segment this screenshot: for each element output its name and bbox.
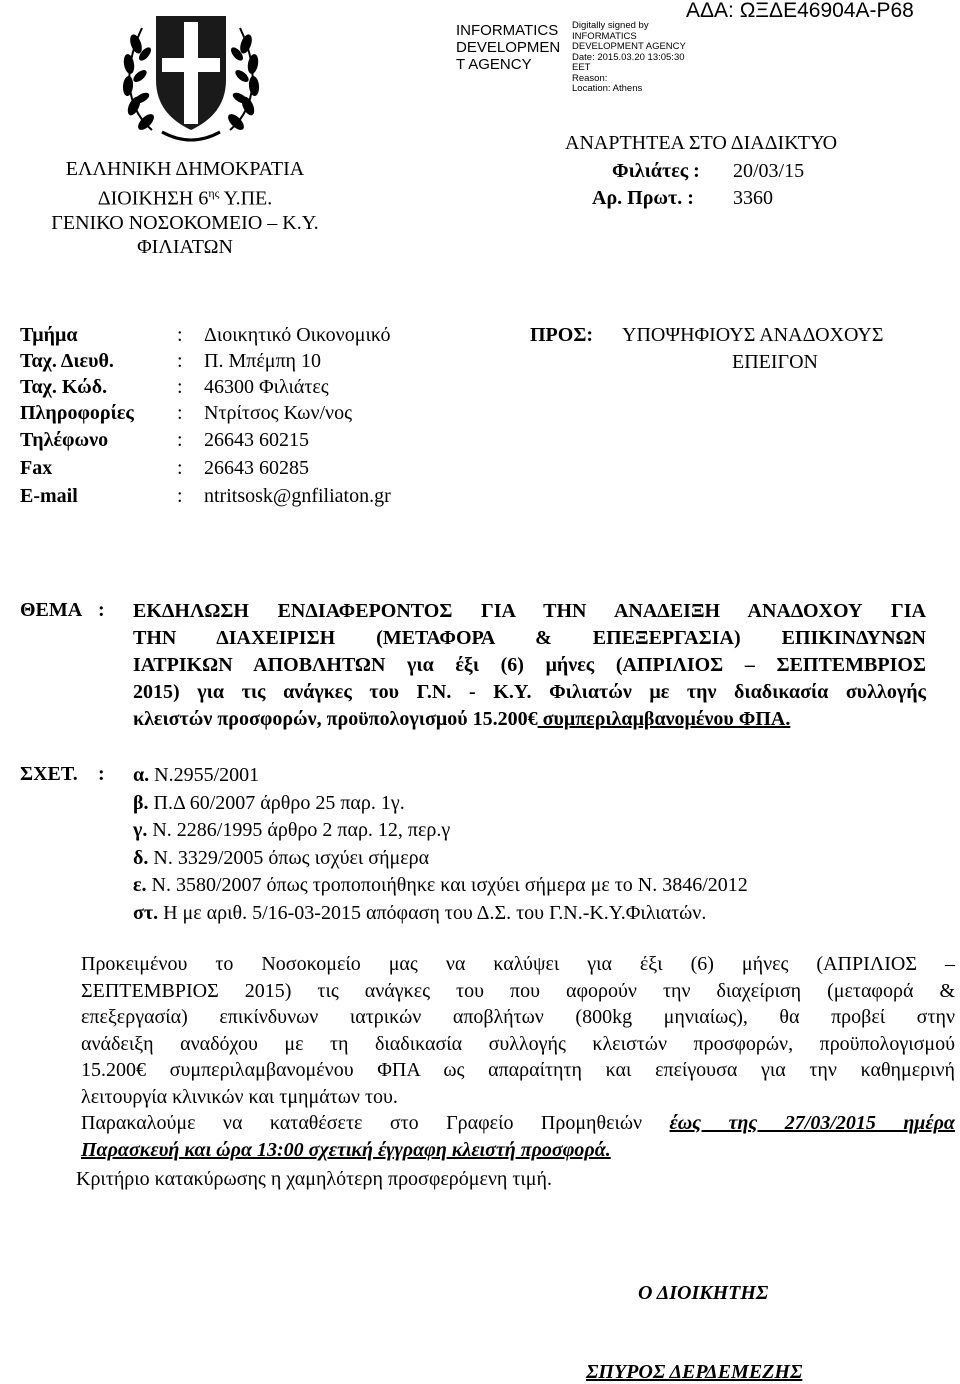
contact-sep: :	[177, 429, 183, 451]
subject-sep: :	[98, 599, 105, 621]
signature-detail-line: Location: Athens	[572, 83, 643, 94]
issuer-header	[20, 157, 350, 259]
references-sep: :	[98, 763, 105, 785]
contact-row	[20, 401, 490, 428]
body-line: 15.200€ συμπεριλαμβανομένου ΦΠΑ ως απαραίτητη και επείγουσα για την καθημερινή	[81, 1059, 955, 1081]
contact-value: Π. Μπέμπη 10	[204, 350, 322, 372]
references-label: ΣΧΕΤ.	[20, 763, 78, 785]
body-line: ανάδειξη αναδόχου με τη διαδικασία συλλογής κλειστών προσφορών, προϋπολογισμού	[81, 1032, 955, 1055]
signature-org-line: INFORMATICS	[456, 22, 559, 39]
vat-included-underlined: συμπεριλαμβανομένου ΦΠΑ.	[537, 708, 791, 730]
contact-value: 26643 60215	[204, 429, 309, 451]
signature-detail-line: Reason:	[572, 72, 608, 84]
contact-label: Ταχ. Κώδ.	[20, 376, 108, 398]
contact-row	[20, 428, 490, 456]
deadline-emphasis: έως της 27/03/2015 ημέρα	[669, 1112, 955, 1134]
contact-sep: :	[177, 402, 183, 424]
reference-item: στ. Η με αριθ. 5/16-03-2015 απόφαση του Δ.Σ. του Γ.Ν.-Κ.Υ.Φιλιατών.	[133, 901, 707, 924]
body-line: λειτουργία κλινικών και τμημάτων του.	[81, 1085, 398, 1108]
subject-line: ΕΚΔΗΛΩΣΗ ΕΝΔΙΑΦΕΡΟΝΤΟΣ ΓΙΑ ΤΗΝ ΑΝΑΔΕΙΞΗ ΑΝΑΔΟΧΟΥ ΓΙΑ	[133, 600, 926, 622]
contact-sep: :	[177, 485, 183, 507]
issuer-line-1: ΕΛΛΗΝΙΚΗ ΔΗΜΟΚΡΑΤΙΑ	[65, 158, 305, 180]
posting-title: ΑΝΑΡΤΗΤΕΑ ΣΤΟ ΔΙΑΔΙΚΤΥΟ	[565, 132, 838, 154]
contact-row	[20, 456, 490, 484]
contact-value: 26643 60285	[204, 457, 309, 479]
contact-sep: :	[177, 457, 183, 479]
contact-sep: :	[177, 324, 183, 346]
body-line: ΣΕΠΤΕΜΒΡΙΟΣ 2015) τις ανάγκες του που αφορούν την διαχείριση (μεταφορά &	[81, 979, 955, 1002]
signature-detail-line: Date: 2015.03.20 13:05:30	[572, 51, 685, 63]
contact-label: E-mail	[20, 485, 78, 507]
signature-details	[572, 21, 686, 95]
body-paragraph-2-line-1: Παρακαλούμε να καταθέσετε στο Γραφείο Προμηθειών έως της 27/03/2015 ημέρα	[81, 1112, 955, 1134]
issuer-line-4: ΦΙΛΙΑΤΩΝ	[137, 235, 233, 258]
recipient-value: ΥΠΟΨΗΦΙΟΥΣ ΑΝΑΔΟΧΟΥΣ	[622, 324, 884, 346]
contact-value: 46300 Φιλιάτες	[204, 376, 329, 398]
reference-item: δ. Ν. 3329/2005 όπως ισχύει σήμερα	[133, 846, 430, 869]
reference-item: β. Π.Δ 60/2007 άρθρο 25 παρ. 1γ.	[133, 791, 405, 814]
contact-sep: :	[177, 350, 183, 372]
posting-date: 20/03/15	[733, 160, 805, 182]
signature-detail-line: DEVELOPMENT AGENCY	[572, 41, 686, 52]
deadline-line-2: Παρασκευή και ώρα 13:00 σχετική έγγραφη κλειστή προσφορά.	[81, 1138, 611, 1161]
reference-item: ε. Ν. 3580/2007 όπως τροποποιήθηκε και ισχύει σήμερα με το Ν. 3846/2012	[133, 874, 748, 896]
award-criterion: Κριτήριο κατακύρωσης η χαμηλότερη προσφερόμενη τιμή.	[76, 1168, 552, 1190]
protocol-number: 3360	[733, 187, 773, 209]
posting-place-label: Φιλιάτες :	[612, 160, 700, 182]
subject-line: ΙΑΤΡΙΚΩΝ ΑΠΟΒΛΗΤΩΝ για έξι (6) μήνες (ΑΠΡΙΛΙΟΣ – ΣΕΠΤΕΜΒΡΙΟΣ	[133, 654, 926, 676]
subject-label: ΘΕΜΑ	[20, 599, 83, 621]
protocol-label: Αρ. Πρωτ. :	[592, 187, 694, 209]
contact-block	[20, 323, 490, 512]
signature-detail-line: INFORMATICS	[572, 30, 637, 42]
contact-value: Διοικητικό Οικονομικό	[204, 324, 391, 346]
signature-org	[456, 22, 560, 73]
subject-line: 2015) για τις ανάγκες του Γ.Ν. - Κ.Υ. Φιλιατών με την διαδικασία συλλογής	[133, 681, 926, 703]
body-line: επεξεργασία) επικίνδυνων ιατρικών αποβλήτων (800kg μηνιαίως), θα προβεί στην	[81, 1006, 955, 1028]
contact-sep: :	[177, 376, 183, 398]
subject-text	[133, 598, 926, 733]
reference-item: γ. Ν. 2286/1995 άρθρο 2 παρ. 12, περ.γ	[133, 819, 451, 841]
subject-line: ΤΗΝ ΔΙΑΧΕΙΡΙΣΗ (ΜΕΤΑΦΟΡΑ & ΕΠΕΞΕΡΓΑΣΙΑ) ΕΠΙΚΙΝΔΥΝΩΝ	[133, 627, 926, 649]
contact-value: ntritsosk@gnfiliaton.gr	[204, 485, 391, 507]
subject-line-last: κλειστών προσφορών, προϋπολογισμού 15.200€ συμπεριλαμβανομένου ΦΠΑ.	[133, 708, 791, 730]
contact-row	[20, 349, 490, 375]
signatory-name: ΣΠΥΡΟΣ ΔΕΡΔΕΜΕΖΗΣ	[586, 1361, 803, 1383]
body-line: Προκειμένου το Νοσοκομείο μας να καλύψει για έξι (6) μήνες (ΑΠΡΙΛΙΟΣ –	[81, 953, 955, 975]
contact-label: Πληροφορίες	[20, 402, 134, 424]
contact-label: Τηλέφωνο	[20, 429, 109, 451]
signature-org-line: T AGENCY	[456, 56, 532, 73]
contact-label: Τμήμα	[20, 324, 78, 346]
coat-of-arms-emblem	[112, 0, 270, 150]
ada-code: ΑΔΑ: ΩΞΔΕ46904Α-Ρ68	[686, 0, 914, 22]
closing-title: Ο ΔΙΟΙΚΗΤΗΣ	[638, 1282, 769, 1304]
body-paragraph-1	[81, 951, 955, 1163]
contact-row	[20, 323, 490, 349]
issuer-line-2: ΔΙΟΙΚΗΣΗ $6^{\eta\varsigma}$ Υ.ΠΕ.	[97, 186, 273, 210]
contact-row	[20, 375, 490, 401]
contact-label: Ταχ. Διευθ.	[20, 350, 114, 372]
urgent-label: ΕΠΕΙΓΟΝ	[732, 351, 818, 373]
signature-detail-line: EET	[572, 62, 591, 73]
signature-org-line: DEVELOPMEN	[456, 39, 561, 56]
issuer-line-3: ΓΕΝΙΚΟ ΝΟΣΟΚΟΜΕΙΟ – Κ.Υ.	[51, 211, 319, 234]
contact-label: Fax	[20, 457, 53, 479]
reference-item: α. Ν.2955/2001	[133, 764, 260, 786]
signature-detail-line: Digitally signed by	[572, 20, 649, 31]
contact-value: Ντρίτσος Κων/νος	[204, 402, 353, 424]
contact-row	[20, 484, 490, 512]
references-list	[133, 762, 748, 927]
recipient-label: ΠΡΟΣ:	[530, 324, 594, 346]
